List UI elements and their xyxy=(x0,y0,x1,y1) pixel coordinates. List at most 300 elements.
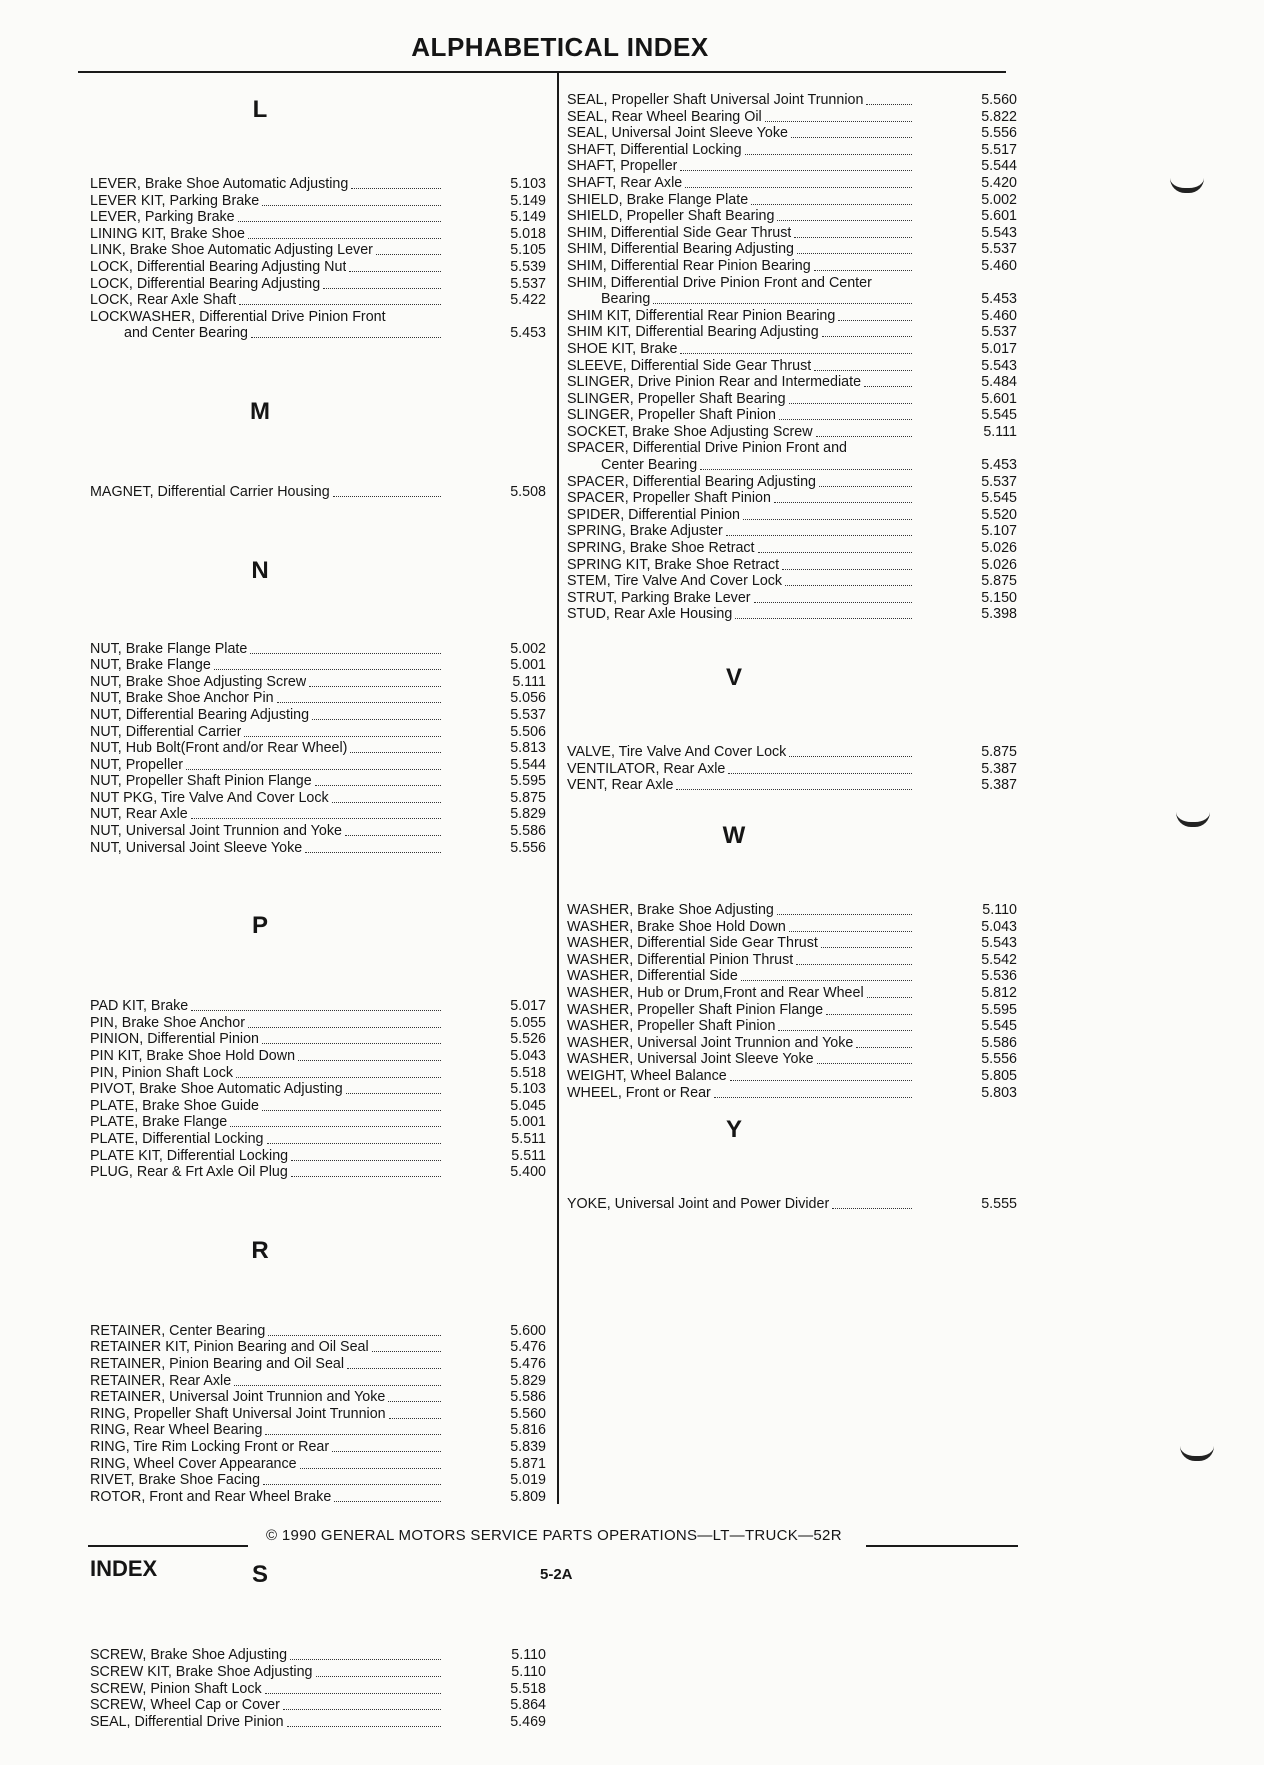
entry-page-ref: 5.001 xyxy=(510,657,546,674)
leader-dots xyxy=(267,1131,441,1144)
entry-page-ref: 5.520 xyxy=(981,506,1017,523)
entry-page-ref: 5.544 xyxy=(981,158,1017,175)
entry-page-ref: 5.517 xyxy=(981,141,1017,158)
index-entry xyxy=(567,109,1021,126)
entry-name: SPRING KIT, Brake Shoe Retract xyxy=(567,556,780,573)
entry-name: SEAL, Universal Joint Sleeve Yoke xyxy=(567,125,788,142)
index-entry xyxy=(90,707,550,724)
right-section-w xyxy=(567,812,1021,1101)
entry-name: SEAL, Rear Wheel Bearing Oil xyxy=(567,108,762,125)
index-entry xyxy=(567,125,1021,142)
entry-page-ref: 5.537 xyxy=(981,324,1017,341)
index-entry xyxy=(567,440,1021,457)
index-entry xyxy=(90,674,550,691)
entry-name: RETAINER, Universal Joint Trunnion and Yoke xyxy=(90,1389,386,1406)
leader-dots xyxy=(850,440,912,452)
leader-dots xyxy=(745,142,912,155)
index-entry xyxy=(90,193,550,210)
section-letter: S xyxy=(251,1561,268,1589)
leader-dots xyxy=(290,1647,441,1660)
leader-dots xyxy=(726,523,912,536)
entry-page-ref: 5.537 xyxy=(981,473,1017,490)
leader-dots xyxy=(789,919,912,932)
entry-page-ref: 5.537 xyxy=(981,241,1017,258)
leader-dots xyxy=(779,407,912,420)
index-section xyxy=(90,1551,550,1730)
index-entry xyxy=(90,690,550,707)
entry-name: SHIELD, Brake Flange Plate xyxy=(567,191,749,208)
entry-name: SHAFT, Differential Locking xyxy=(567,141,742,158)
index-entry xyxy=(567,1051,1021,1068)
entry-name: WASHER, Propeller Shaft Pinion Flange xyxy=(567,1001,824,1018)
entry-page-ref xyxy=(490,309,550,326)
entry-page-ref: 5.150 xyxy=(981,589,1017,606)
entry-name: LEVER KIT, Parking Brake xyxy=(90,192,260,209)
entry-name: LOCK, Rear Axle Shaft xyxy=(90,292,237,309)
entry-name: NUT, Brake Flange Plate xyxy=(90,640,248,657)
entry-page-ref: 5.018 xyxy=(510,225,546,242)
entry-page-ref: 5.019 xyxy=(510,1472,546,1489)
section-letter: P xyxy=(251,912,268,940)
entry-name: VENT, Rear Axle xyxy=(567,777,674,794)
entry-page-ref: 5.518 xyxy=(510,1680,546,1697)
entry-page-ref: 5.601 xyxy=(981,390,1017,407)
right-column-s-continued xyxy=(567,92,1021,623)
leader-dots xyxy=(287,1714,441,1727)
leader-dots xyxy=(191,998,441,1011)
entry-page-ref: 5.544 xyxy=(510,756,546,773)
index-entry xyxy=(90,1373,550,1390)
entry-name: SPIDER, Differential Pinion xyxy=(567,506,740,523)
entry-page-ref: 5.816 xyxy=(510,1422,546,1439)
entry-name: LEVER, Parking Brake xyxy=(90,209,235,226)
entry-name: WASHER, Differential Side Gear Thrust xyxy=(567,935,818,952)
leader-dots xyxy=(680,341,912,354)
index-entry xyxy=(90,1098,550,1115)
entry-page-ref: 5.103 xyxy=(510,1081,546,1098)
entry-name: SEAL, Propeller Shaft Universal Joint Trunnion xyxy=(567,92,864,108)
entry-name: WASHER, Brake Shoe Hold Down xyxy=(567,918,786,935)
entry-name: SHIM KIT, Differential Rear Pinion Bearing xyxy=(567,307,836,324)
leader-dots xyxy=(345,823,441,836)
leader-dots xyxy=(819,474,912,487)
entry-page-ref: 5.045 xyxy=(510,1097,546,1114)
entry-name: SLINGER, Propeller Shaft Pinion xyxy=(567,407,776,424)
leader-dots xyxy=(262,1098,441,1111)
entry-name: SCREW, Wheel Cap or Cover xyxy=(90,1697,280,1714)
index-entry xyxy=(567,407,1021,424)
page-number: 5-2A xyxy=(540,1566,573,1583)
entry-name: NUT, Differential Carrier xyxy=(90,723,242,740)
entry-page-ref: 5.518 xyxy=(510,1064,546,1081)
entry-name: SCREW, Pinion Shaft Lock xyxy=(90,1680,262,1697)
index-entry xyxy=(90,1697,550,1714)
entry-page-ref: 5.600 xyxy=(510,1322,546,1339)
index-entry xyxy=(90,1472,550,1489)
index-entry xyxy=(90,1647,550,1664)
section-letter: W xyxy=(722,822,746,849)
entry-page-ref: 5.387 xyxy=(981,760,1017,777)
leader-dots xyxy=(864,374,912,387)
entry-page-ref xyxy=(961,440,1021,457)
index-entry xyxy=(90,1439,550,1456)
entry-page-ref: 5.026 xyxy=(981,556,1017,573)
entry-page-ref: 5.476 xyxy=(510,1339,546,1356)
index-entry xyxy=(567,275,1021,292)
entry-page-ref: 5.560 xyxy=(510,1405,546,1422)
leader-dots xyxy=(236,1065,441,1078)
entry-page-ref: 5.422 xyxy=(510,292,546,309)
entry-name: PAD KIT, Brake xyxy=(90,998,189,1015)
entry-name: WASHER, Differential Pinion Thrust xyxy=(567,951,794,968)
entry-name: Bearing xyxy=(601,291,651,308)
leader-dots xyxy=(312,707,441,720)
entry-name: MAGNET, Differential Carrier Housing xyxy=(90,483,330,500)
leader-dots xyxy=(277,690,441,703)
entry-page-ref: 5.002 xyxy=(981,191,1017,208)
leader-dots xyxy=(777,902,912,915)
entry-page-ref: 5.055 xyxy=(510,1014,546,1031)
footer-rule-left xyxy=(88,1545,248,1547)
leader-dots xyxy=(700,457,912,470)
entry-page-ref: 5.537 xyxy=(510,275,546,292)
leader-dots xyxy=(789,391,912,404)
entry-name: NUT, Propeller Shaft Pinion Flange xyxy=(90,773,312,790)
index-entry xyxy=(567,761,1021,778)
index-entry xyxy=(567,358,1021,375)
entry-page-ref: 5.545 xyxy=(981,1018,1017,1035)
index-entry xyxy=(567,507,1021,524)
leader-dots xyxy=(778,1018,912,1031)
leader-dots xyxy=(351,176,441,189)
index-entry xyxy=(567,308,1021,325)
entry-name: YOKE, Universal Joint and Power Divider xyxy=(567,1196,830,1212)
entry-page-ref: 5.111 xyxy=(983,423,1017,440)
index-entry xyxy=(567,985,1021,1002)
leader-dots xyxy=(838,308,912,321)
leader-dots xyxy=(866,92,912,105)
index-entry xyxy=(90,1131,550,1148)
index-entry xyxy=(567,935,1021,952)
entry-name: SHIM, Differential Drive Pinion Front and Center xyxy=(567,274,872,291)
leader-dots xyxy=(214,657,441,670)
leader-dots xyxy=(347,1356,441,1369)
index-entry xyxy=(90,790,550,807)
entry-name: PIN KIT, Brake Shoe Hold Down xyxy=(90,1048,296,1065)
entry-name: WASHER, Differential Side xyxy=(567,968,738,985)
section-letter: L xyxy=(252,96,268,123)
leader-dots xyxy=(875,275,912,287)
leader-dots xyxy=(782,557,912,570)
entry-page-ref: 5.103 xyxy=(510,176,546,192)
entry-page-ref: 5.002 xyxy=(510,640,546,657)
leader-dots xyxy=(334,1489,441,1502)
entry-name: SPRING, Brake Shoe Retract xyxy=(567,540,755,557)
leader-dots xyxy=(291,1164,441,1177)
index-entry xyxy=(567,902,1021,919)
binder-tab-mark xyxy=(1176,812,1210,827)
entry-name: LINK, Brake Shoe Automatic Adjusting Lever xyxy=(90,242,373,259)
entry-name: STEM, Tire Valve And Cover Lock xyxy=(567,573,783,590)
leader-dots xyxy=(774,490,912,503)
entry-page-ref: 5.543 xyxy=(981,935,1017,952)
index-entry xyxy=(567,341,1021,358)
index-entry xyxy=(90,1114,550,1131)
index-entry xyxy=(90,1031,550,1048)
entry-page-ref: 5.056 xyxy=(510,690,546,707)
leader-dots xyxy=(751,192,912,205)
entry-name: SPACER, Differential Drive Pinion Front and xyxy=(567,440,847,457)
leader-dots xyxy=(350,740,441,753)
entry-name: RETAINER, Rear Axle xyxy=(90,1372,232,1389)
leader-dots xyxy=(372,1339,441,1352)
index-entry xyxy=(90,276,550,293)
leader-dots xyxy=(376,242,441,255)
leader-dots xyxy=(796,952,912,965)
index-entry xyxy=(90,484,550,501)
entry-page-ref: 5.543 xyxy=(981,357,1017,374)
entry-name: SCREW, Brake Shoe Adjusting xyxy=(90,1647,288,1664)
leader-dots xyxy=(816,424,912,437)
entry-name: NUT PKG, Tire Valve And Cover Lock xyxy=(90,789,329,806)
leader-dots xyxy=(291,1148,441,1161)
entry-name: WASHER, Propeller Shaft Pinion xyxy=(567,1018,776,1035)
leader-dots xyxy=(728,761,912,774)
entry-name: NUT, Differential Bearing Adjusting xyxy=(90,706,310,723)
entry-name: SHAFT, Propeller xyxy=(567,158,678,175)
entry-page-ref: 5.875 xyxy=(981,573,1017,590)
index-entry xyxy=(567,474,1021,491)
section-label: INDEX xyxy=(90,1556,158,1581)
leader-dots xyxy=(230,1114,441,1127)
entry-name: NUT, Universal Joint Sleeve Yoke xyxy=(90,839,303,856)
leader-dots xyxy=(332,790,441,803)
entry-page-ref: 5.506 xyxy=(510,723,546,740)
index-entry xyxy=(90,1323,550,1340)
entry-page-ref: 5.803 xyxy=(981,1084,1017,1101)
index-entry xyxy=(567,291,1021,308)
entry-page-ref: 5.539 xyxy=(510,258,546,275)
index-entry xyxy=(90,1164,550,1181)
entry-page-ref: 5.536 xyxy=(981,968,1017,985)
entry-page-ref: 5.149 xyxy=(510,192,546,209)
entry-name: PIVOT, Brake Shoe Automatic Adjusting xyxy=(90,1081,343,1098)
index-entry xyxy=(90,823,550,840)
entry-page-ref: 5.110 xyxy=(982,902,1017,918)
leader-dots xyxy=(283,1697,441,1710)
section-letter: N xyxy=(251,556,269,584)
entry-page-ref: 5.543 xyxy=(981,224,1017,241)
index-entry xyxy=(90,1356,550,1373)
leader-dots xyxy=(265,1681,441,1694)
index-entry xyxy=(90,1714,550,1731)
entry-name: RETAINER KIT, Pinion Bearing and Oil Seal xyxy=(90,1339,369,1356)
entry-name: VALVE, Tire Valve And Cover Lock xyxy=(567,744,787,760)
index-entry xyxy=(567,324,1021,341)
index-entry xyxy=(90,1681,550,1698)
index-entry xyxy=(90,1148,550,1165)
entry-name: SPRING, Brake Adjuster xyxy=(567,523,723,540)
leader-dots xyxy=(832,1196,912,1209)
leader-dots xyxy=(389,1406,441,1419)
entry-name: SHIM KIT, Differential Bearing Adjusting xyxy=(567,324,819,341)
index-entry xyxy=(90,309,550,326)
entry-name: NUT, Propeller xyxy=(90,756,183,773)
entry-page-ref: 5.812 xyxy=(981,984,1017,1001)
index-entry xyxy=(90,176,550,193)
entry-page-ref: 5.420 xyxy=(981,174,1017,191)
leader-dots xyxy=(323,276,441,289)
index-entry xyxy=(567,744,1021,761)
index-entry xyxy=(90,1389,550,1406)
entry-page-ref: 5.460 xyxy=(981,307,1017,324)
entry-page-ref: 5.542 xyxy=(981,951,1017,968)
leader-dots xyxy=(814,258,912,271)
leader-dots xyxy=(239,292,441,305)
page-title: ALPHABETICAL INDEX xyxy=(411,32,709,62)
entry-page-ref: 5.586 xyxy=(510,823,546,840)
index-entry xyxy=(567,92,1021,109)
entry-name: WASHER, Universal Joint Sleeve Yoke xyxy=(567,1051,814,1068)
leader-dots xyxy=(680,158,912,171)
index-section xyxy=(90,388,550,501)
index-entry xyxy=(90,226,550,243)
leader-dots xyxy=(735,606,912,619)
header-rule xyxy=(78,71,1006,73)
leader-dots xyxy=(817,1051,912,1064)
index-entry xyxy=(90,1081,550,1098)
leader-dots xyxy=(332,1439,441,1452)
entry-name: SHIM, Differential Rear Pinion Bearing xyxy=(567,257,811,274)
entry-page-ref: 5.107 xyxy=(981,523,1017,540)
entry-page-ref: 5.822 xyxy=(981,108,1017,125)
leader-dots xyxy=(388,1389,441,1402)
entry-page-ref: 5.545 xyxy=(981,490,1017,507)
leader-dots xyxy=(238,209,441,222)
entry-page-ref: 5.017 xyxy=(510,998,546,1015)
index-entry xyxy=(567,225,1021,242)
entry-name: WASHER, Brake Shoe Adjusting xyxy=(567,902,774,918)
entry-page-ref: 5.111 xyxy=(512,673,546,690)
entry-page-ref: 5.484 xyxy=(981,374,1017,391)
index-entry xyxy=(90,773,550,790)
entry-page-ref: 5.453 xyxy=(981,457,1017,474)
entry-name: LOCK, Differential Bearing Adjusting Nut xyxy=(90,258,347,275)
entry-name: PLUG, Rear & Frt Axle Oil Plug xyxy=(90,1164,288,1181)
index-entry xyxy=(90,325,550,342)
entry-name: SLINGER, Drive Pinion Rear and Intermediate xyxy=(567,374,862,391)
leader-dots xyxy=(826,1002,912,1015)
index-entry xyxy=(567,208,1021,225)
entry-name: RING, Propeller Shaft Universal Joint Trunnion xyxy=(90,1405,386,1422)
leader-dots xyxy=(789,744,912,757)
leader-dots xyxy=(743,507,912,520)
entry-name: SHIM, Differential Side Gear Thrust xyxy=(567,224,792,241)
entry-name: WHEEL, Front or Rear xyxy=(567,1084,711,1101)
entry-name: NUT, Brake Flange xyxy=(90,657,211,674)
entry-page-ref: 5.469 xyxy=(510,1713,546,1730)
entry-page-ref: 5.556 xyxy=(981,125,1017,142)
leader-dots xyxy=(262,1031,441,1044)
entry-page-ref: 5.453 xyxy=(510,325,546,342)
entry-page-ref: 5.511 xyxy=(511,1147,546,1164)
index-entry xyxy=(567,258,1021,275)
leader-dots xyxy=(389,309,441,321)
index-entry xyxy=(90,641,550,658)
index-entry xyxy=(90,1422,550,1439)
copyright-notice: © 1990 GENERAL MOTORS SERVICE PARTS OPERATIONS—LT—TRUCK—52R xyxy=(266,1527,842,1544)
leader-dots xyxy=(315,773,441,786)
entry-name: ROTOR, Front and Rear Wheel Brake xyxy=(90,1488,332,1505)
entry-name: SHIM, Differential Bearing Adjusting xyxy=(567,241,795,258)
index-entry xyxy=(567,241,1021,258)
section-letter: Y xyxy=(725,1116,742,1143)
index-section xyxy=(90,86,550,342)
entry-name: STUD, Rear Axle Housing xyxy=(567,606,733,623)
footer-rule-right xyxy=(866,1545,1018,1547)
leader-dots xyxy=(785,573,912,586)
entry-name: SPACER, Propeller Shaft Pinion xyxy=(567,490,771,507)
entry-page-ref: 5.875 xyxy=(981,744,1017,760)
leader-dots xyxy=(244,724,441,737)
entry-page-ref: 5.813 xyxy=(510,740,546,757)
leader-dots xyxy=(741,968,912,981)
index-entry xyxy=(90,1456,550,1473)
entry-name: RIVET, Brake Shoe Facing xyxy=(90,1472,261,1489)
entry-name: SCREW KIT, Brake Shoe Adjusting xyxy=(90,1663,313,1680)
entry-name: PIN, Pinion Shaft Lock xyxy=(90,1064,234,1081)
leader-dots xyxy=(265,1422,441,1435)
entry-name: Center Bearing xyxy=(601,457,698,474)
entry-name: LOCK, Differential Bearing Adjusting xyxy=(90,275,321,292)
entry-name: PINION, Differential Pinion xyxy=(90,1031,259,1048)
entry-page-ref xyxy=(961,275,1021,292)
leader-dots xyxy=(777,208,912,221)
leader-dots xyxy=(305,840,441,853)
entry-name: PLATE, Brake Shoe Guide xyxy=(90,1097,260,1114)
binder-tab-mark xyxy=(1170,178,1204,193)
entry-page-ref: 5.595 xyxy=(981,1001,1017,1018)
right-section-v xyxy=(567,654,1021,794)
entry-name: RETAINER, Center Bearing xyxy=(90,1322,266,1339)
left-column xyxy=(90,86,550,1730)
entry-page-ref: 5.595 xyxy=(510,773,546,790)
entry-name: NUT, Universal Joint Trunnion and Yoke xyxy=(90,823,342,840)
index-entry xyxy=(567,540,1021,557)
index-entry xyxy=(567,1002,1021,1019)
entry-name: NUT, Brake Shoe Adjusting Screw xyxy=(90,673,307,690)
index-entry xyxy=(567,142,1021,159)
entry-name: VENTILATOR, Rear Axle xyxy=(567,760,726,777)
section-letter: M xyxy=(250,397,270,425)
leader-dots xyxy=(191,806,441,819)
entry-name: SHOE KIT, Brake xyxy=(567,340,678,357)
index-entry xyxy=(567,573,1021,590)
entry-page-ref: 5.149 xyxy=(510,209,546,226)
leader-dots xyxy=(262,193,441,206)
leader-dots xyxy=(794,225,912,238)
entry-page-ref: 5.601 xyxy=(981,208,1017,225)
entry-page-ref: 5.556 xyxy=(981,1051,1017,1068)
index-entry xyxy=(567,158,1021,175)
index-entry xyxy=(567,919,1021,936)
entry-page-ref: 5.560 xyxy=(981,92,1017,108)
entry-page-ref: 5.875 xyxy=(510,789,546,806)
leader-dots xyxy=(346,1081,441,1094)
leader-dots xyxy=(791,125,912,138)
leader-dots xyxy=(316,1664,442,1677)
entry-name: RING, Rear Wheel Bearing xyxy=(90,1422,263,1439)
